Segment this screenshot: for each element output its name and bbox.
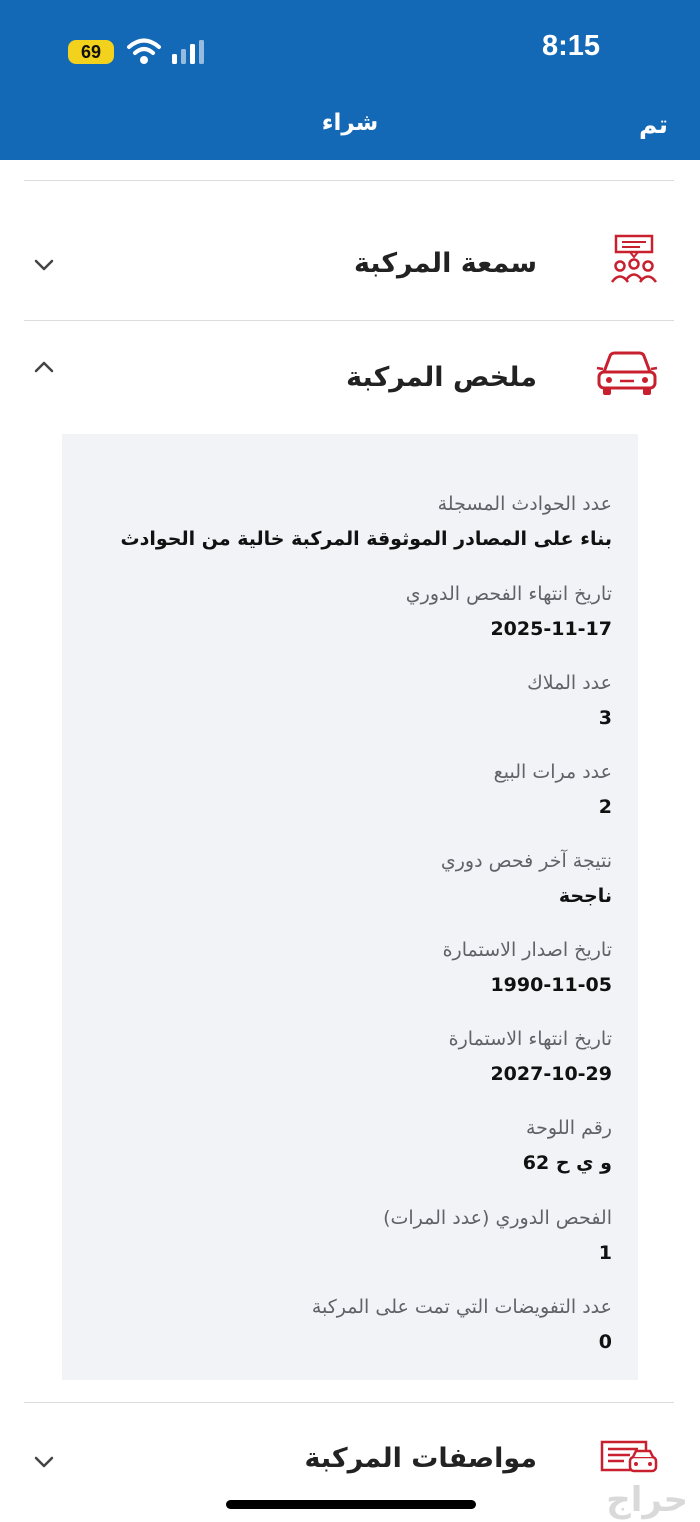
chevron-up-icon[interactable] <box>34 360 54 374</box>
summary-item-registration-expiry <box>449 1027 612 1087</box>
section-title-specs: مواصفات المركبة <box>304 1443 537 1474</box>
summary-item-sales <box>494 760 612 820</box>
item-label: تاريخ اصدار الاستمارة <box>442 939 612 961</box>
item-value: 2027-10-29 <box>490 1063 612 1085</box>
battery-indicator: 69 <box>68 40 114 64</box>
summary-item-plate <box>523 1116 612 1176</box>
item-label: نتيجة آخر فحص دوري <box>440 850 612 872</box>
item-value: 3 <box>598 707 612 729</box>
item-label: عدد مرات البيع <box>493 761 612 783</box>
summary-item-last-inspection <box>441 849 612 909</box>
reputation-icon <box>610 234 658 284</box>
item-value: 2025-11-17 <box>490 618 612 640</box>
summary-item-inspection-count <box>383 1206 612 1266</box>
summary-item-owners <box>527 671 612 731</box>
summary-item-inspection-expiry <box>406 582 612 642</box>
section-title-reputation: سمعة المركبة <box>353 248 537 279</box>
item-label: تاريخ انتهاء الاستمارة <box>448 1028 612 1050</box>
chevron-down-icon[interactable] <box>34 1455 54 1469</box>
item-label: رقم اللوحة <box>525 1117 612 1139</box>
item-value: 0 <box>598 1331 612 1353</box>
divider <box>24 180 674 181</box>
summary-item-accidents <box>121 492 612 552</box>
item-label: الفحص الدوري (عدد المرات) <box>383 1207 612 1229</box>
app-header <box>0 0 700 160</box>
item-value: 2 <box>598 796 612 818</box>
item-value: ناجحة <box>558 885 612 907</box>
signal-icon <box>172 40 206 64</box>
chevron-down-icon[interactable] <box>34 258 54 272</box>
divider <box>24 1402 674 1403</box>
status-time: 8:15 <box>541 30 600 62</box>
item-label: عدد الملاك <box>527 672 612 694</box>
item-label: عدد التفويضات التي تمت على المركبة <box>311 1296 612 1318</box>
wifi-icon <box>126 36 162 66</box>
item-value: و ي ح 62 <box>522 1152 612 1174</box>
item-value: بناء على المصادر الموثوقة المركبة خالية من الحوادث <box>120 528 612 550</box>
summary-panel <box>62 434 638 1380</box>
item-value: 1990-11-05 <box>490 974 612 996</box>
summary-item-authorizations <box>312 1295 612 1355</box>
item-label: عدد الحوادث المسجلة <box>437 493 612 515</box>
summary-item-registration-issue <box>443 938 612 998</box>
home-indicator[interactable] <box>226 1500 476 1509</box>
watermark: حراج <box>606 1480 688 1520</box>
done-button[interactable]: تم <box>639 110 668 139</box>
page-title: شراء <box>321 110 379 136</box>
section-title-summary: ملخص المركبة <box>346 362 537 393</box>
specs-icon <box>600 1440 658 1474</box>
car-icon <box>596 350 658 396</box>
item-value: 1 <box>598 1242 612 1264</box>
item-label: تاريخ انتهاء الفحص الدوري <box>405 583 612 605</box>
divider <box>24 320 674 321</box>
